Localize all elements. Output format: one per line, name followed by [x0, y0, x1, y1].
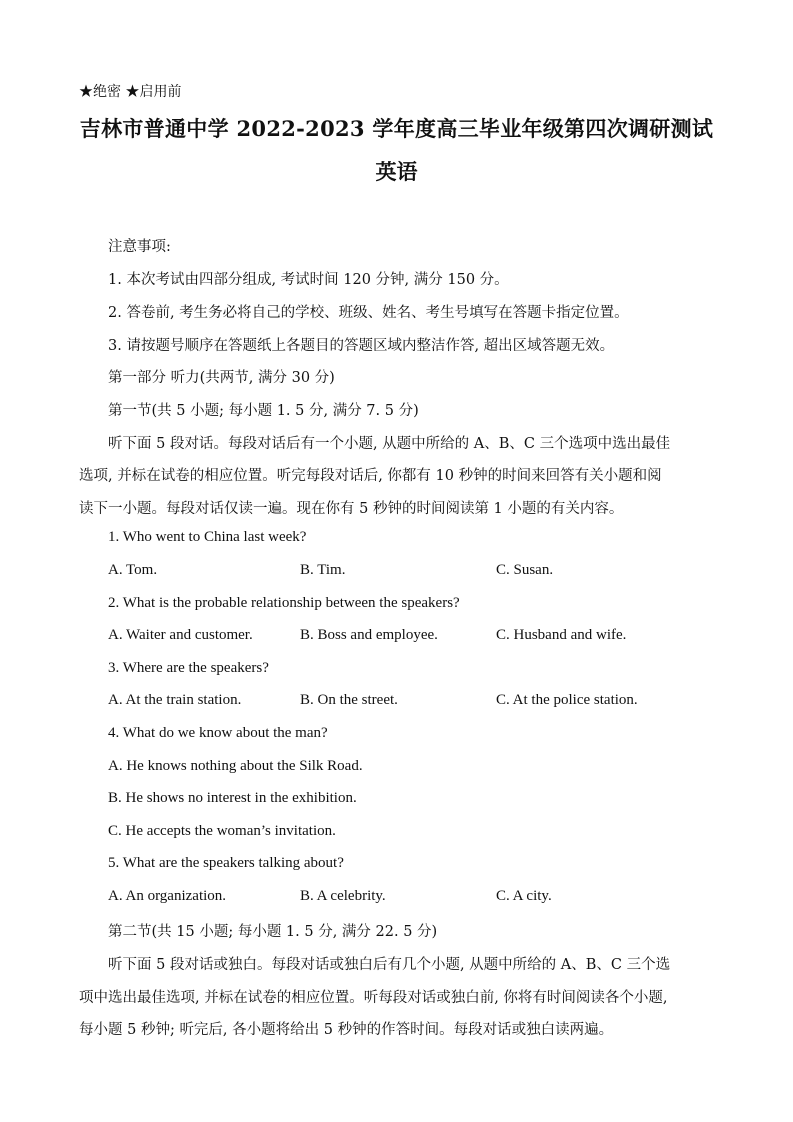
option-a: A. Tom. — [108, 562, 158, 578]
question-stem: 1. Who went to China last week? — [108, 529, 307, 545]
subject-title: 英语 — [375, 159, 418, 184]
part1-heading: 第一部分 听力(共两节, 满分 30 分) — [108, 370, 335, 386]
option-a: A. An organization. — [108, 888, 227, 904]
exam-title: 吉林市普通中学 2022-2023 学年度高三毕业年级第四次调研测试 — [79, 116, 714, 141]
section2-instruction: 每小题 5 秒钟; 听完后, 各小题将给出 5 秒钟的作答时间。每段对话或独白读两遍。 — [79, 1022, 614, 1038]
question-stem: 3. Where are the speakers? — [108, 660, 269, 676]
option-a: A. Waiter and customer. — [108, 627, 253, 643]
notes-item: 3. 请按题号顺序在答题纸上各题目的答题区域内整洁作答, 超出区域答题无效。 — [108, 338, 615, 354]
section1-instruction: 读下一小题。每段对话仅读一遍。现在你有 5 秒钟的时间阅读第 1 小题的有关内容。 — [79, 501, 624, 517]
option-b: B. Tim. — [300, 562, 346, 578]
option-c: C. A city. — [496, 888, 552, 904]
question-stem: 2. What is the probable relationship between the speakers? — [108, 595, 460, 611]
notes-heading: 注意事项: — [108, 239, 171, 255]
section1-instruction: 听下面 5 段对话。每段对话后有一个小题, 从题中所给的 A、B、C 三个选项中选出最佳 — [108, 436, 671, 452]
section2-instruction: 听下面 5 段对话或独白。每段对话或独白后有几个小题, 从题中所给的 A、B、C 三个选 — [108, 957, 671, 973]
option-a: A. At the train station. — [108, 692, 242, 708]
option-b: B. Boss and employee. — [300, 627, 438, 643]
question-stem: 5. What are the speakers talking about? — [108, 855, 344, 871]
section1-heading: 第一节(共 5 小题; 每小题 1. 5 分, 满分 7. 5 分) — [108, 403, 419, 419]
notes-item: 1. 本次考试由四部分组成, 考试时间 120 分钟, 满分 150 分。 — [108, 272, 509, 288]
section2-instruction: 项中选出最佳选项, 并标在试卷的相应位置。听每段对话或独白前, 你将有时间阅读各个小题, — [79, 990, 668, 1006]
section1-instruction: 选项, 并标在试卷的相应位置。听完每段对话后, 你都有 10 秒钟的时间来回答有关小题和阅 — [79, 468, 662, 484]
option-b: B. A celebrity. — [300, 888, 386, 904]
section2-heading: 第二节(共 15 小题; 每小题 1. 5 分, 满分 22. 5 分) — [108, 924, 438, 940]
option-a: A. He knows nothing about the Silk Road. — [108, 758, 363, 774]
option-c: C. At the police station. — [496, 692, 638, 708]
confidential-mark: ★绝密 ★启用前 — [79, 84, 182, 100]
option-c: C. Susan. — [496, 562, 554, 578]
option-b: B. On the street. — [300, 692, 398, 708]
option-b: B. He shows no interest in the exhibition. — [108, 790, 357, 806]
notes-item: 2. 答卷前, 考生务必将自己的学校、班级、姓名、考生号填写在答题卡指定位置。 — [108, 305, 629, 321]
option-c: C. He accepts the woman’s invitation. — [108, 823, 336, 839]
question-stem: 4. What do we know about the man? — [108, 725, 328, 741]
option-c: C. Husband and wife. — [496, 627, 627, 643]
